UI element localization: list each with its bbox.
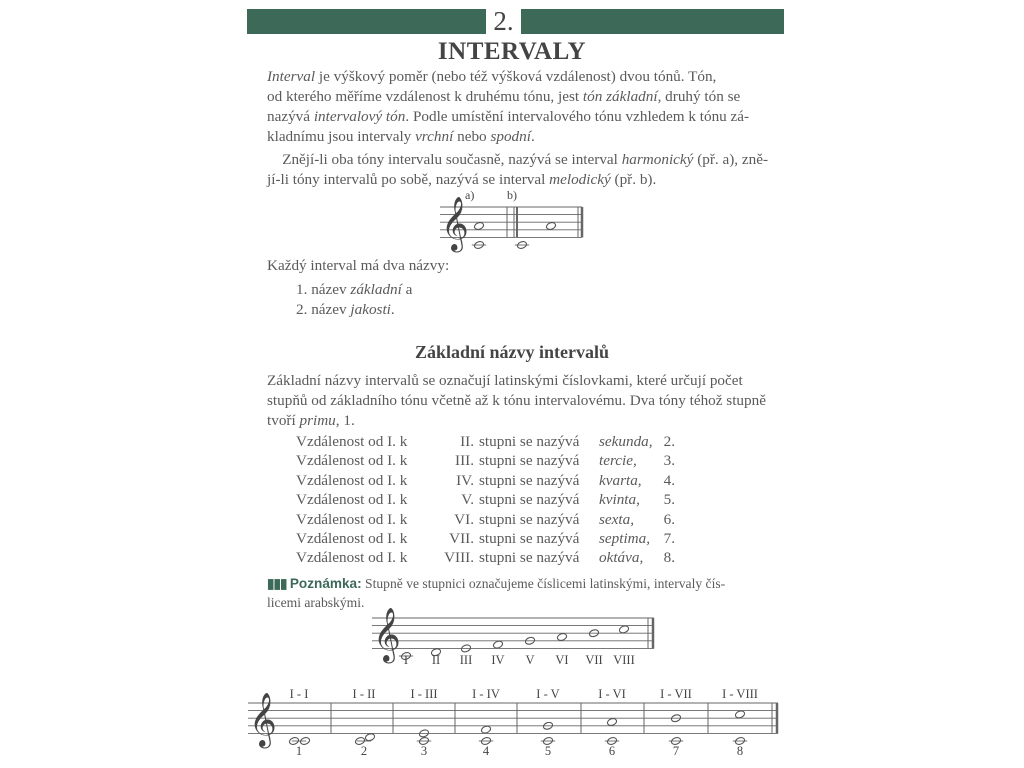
interval-label: I - III <box>410 687 438 701</box>
table-cell-roman: II. <box>460 433 474 450</box>
interval-names-table <box>296 432 675 568</box>
text-line: stupňů od základního tónu včetně až k tónu intervalovému. Dva tóny téhož stupně <box>267 392 766 409</box>
table-cell-prefix: Vzdálenost od I. k <box>296 510 408 528</box>
table-cell-name: sekunda, <box>599 433 653 450</box>
text-line: Znějí-li oba tóny intervalu současně, nazývá se interval harmonický (př. a), zně- <box>267 151 769 168</box>
interval-number: 3 <box>420 744 428 758</box>
table-cell-mid: stupni se nazývá <box>479 471 580 489</box>
interval-number: 1 <box>295 744 303 758</box>
table-cell-num: 2. <box>663 433 675 450</box>
text-line: tvoří primu, 1. <box>267 412 355 429</box>
whole-note <box>734 710 745 719</box>
whole-note <box>556 632 567 641</box>
table-cell-roman: III. <box>455 452 474 470</box>
italic-term: vrchní <box>415 128 454 145</box>
example-harmonic-melodic <box>440 188 582 253</box>
scale-degree-label: I <box>403 653 409 667</box>
table-cell-mid: stupni se nazývá <box>479 452 580 470</box>
table-cell-name: tercie, <box>599 452 637 470</box>
table-cell-prefix: Vzdálenost od I. k <box>296 530 408 548</box>
table-row <box>296 471 675 490</box>
table-cell-mid: stupni se nazývá <box>479 491 580 509</box>
whole-note <box>545 221 556 230</box>
note <box>267 574 775 612</box>
interval-number: 6 <box>608 744 616 758</box>
table-cell-roman: VIII. <box>444 549 474 567</box>
scale-degree-label: IV <box>491 653 505 667</box>
scale-degree-label: II <box>431 653 441 667</box>
table-row <box>296 451 675 470</box>
table-cell-num: 5. <box>663 491 675 509</box>
table-cell-name: kvarta, <box>599 471 642 489</box>
text-line: jí-li tóny intervalů po sobě, nazývá se interval melodický (př. b). <box>267 171 657 188</box>
interval-number: 7 <box>672 744 680 758</box>
interval-number: 8 <box>736 744 744 758</box>
whole-note <box>618 625 629 634</box>
table-cell-roman: VII. <box>449 530 474 548</box>
chapter-number: 2. <box>493 6 514 36</box>
interval-label: I - V <box>536 687 560 701</box>
table-row <box>296 490 675 509</box>
table-cell-prefix: Vzdálenost od I. k <box>296 549 408 567</box>
italic-term: spodní <box>490 128 531 145</box>
text-line: nazývá intervalový tón. Podle umístění intervalového tónu vzhledem k tónu zá- <box>267 108 750 125</box>
example-label-a: a) <box>465 188 475 202</box>
whole-note <box>473 221 484 230</box>
table-cell-name: septima, <box>599 530 651 548</box>
table-cell-num: 4. <box>663 471 675 489</box>
table-cell-num: 6. <box>663 510 675 528</box>
text-line: Interval je výškový poměr (nebo též výšková vzdálenost) dvou tónů. Tón, <box>267 68 717 85</box>
scale-degree-label: VII <box>585 653 603 667</box>
text-line: Základní názvy intervalů se označují latinskými číslovkami, které určují počet <box>267 372 743 389</box>
example-scale-degrees <box>372 607 654 667</box>
interval-number: 5 <box>544 744 552 758</box>
table-cell-mid: stupni se nazývá <box>479 530 580 548</box>
interval-label: I - VIII <box>722 687 758 701</box>
treble-clef-icon: 𝄞 <box>373 608 401 661</box>
table-cell-roman: V. <box>461 491 474 509</box>
table-cell-mid: stupni se nazývá <box>479 433 580 450</box>
whole-note <box>606 717 617 726</box>
treble-clef-icon: 𝄞 <box>441 197 469 250</box>
treble-clef-icon: 𝄞 <box>249 693 277 746</box>
interval-label: I - I <box>289 687 309 701</box>
italic-term: jakosti <box>350 301 391 318</box>
note-text-line: licemi arabskými. <box>267 595 365 610</box>
scale-degree-label: VI <box>555 653 569 667</box>
interval-label: I - VI <box>598 687 626 701</box>
italic-term: tón základní <box>582 88 658 105</box>
italic-term: primu <box>299 412 336 429</box>
italic-term: intervalový tón <box>313 108 406 125</box>
basic-names-paragraph <box>267 371 775 431</box>
italic-term: základní <box>350 281 402 298</box>
example-intervals <box>248 687 778 758</box>
note-marker-icon: ▮▮▮ <box>267 576 287 591</box>
table-row <box>296 529 675 548</box>
table-cell-num: 3. <box>663 452 675 470</box>
names-intro: Každý interval má dva názvy: <box>267 257 450 274</box>
table-row <box>296 548 675 567</box>
list-item <box>296 281 412 299</box>
table-cell-roman: VI. <box>454 510 474 528</box>
table-cell-prefix: Vzdálenost od I. k <box>296 471 408 489</box>
table-cell-prefix: Vzdálenost od I. k <box>296 491 408 509</box>
note-label: Poznámka: <box>289 576 362 591</box>
scale-degree-label: V <box>525 653 535 667</box>
whole-note <box>492 640 503 649</box>
scale-degree-label: VIII <box>613 653 635 667</box>
interval-label: I - II <box>352 687 376 701</box>
table-cell-roman: IV. <box>456 471 474 489</box>
table-cell-num: 7. <box>663 530 675 548</box>
table-cell-name: kvinta, <box>599 491 640 509</box>
section-title: Základní názvy intervalů <box>414 342 610 362</box>
interval-number: 4 <box>482 744 490 758</box>
table-cell-name: sexta, <box>599 510 635 528</box>
example-label-b: b) <box>507 188 517 202</box>
table-cell-name: oktáva, <box>599 549 644 567</box>
italic-term: Interval <box>267 68 316 85</box>
italic-term: melodický <box>549 171 611 188</box>
table-cell-prefix: Vzdálenost od I. k <box>296 433 408 450</box>
table-cell-num: 8. <box>663 549 675 567</box>
text-line: kladnímu jsou intervaly vrchní nebo spodní. <box>267 128 535 145</box>
italic-term: harmonický <box>621 151 694 168</box>
interval-label: I - IV <box>472 687 500 701</box>
text-line: od kterého měříme vzdálenost k druhému tónu, jest tón základní, druhý tón se <box>267 88 741 105</box>
table-cell-prefix: Vzdálenost od I. k <box>296 452 408 470</box>
table-row <box>296 510 675 529</box>
text-line: 2. název jakosti. <box>296 301 395 318</box>
interval-label: I - VII <box>660 687 692 701</box>
table-cell-mid: stupni se nazývá <box>479 549 580 567</box>
whole-note <box>480 725 491 734</box>
note-text-line: Stupně ve stupnici označujeme číslicemi latinskými, intervaly čís- <box>365 576 726 591</box>
interval-number: 2 <box>360 744 368 758</box>
table-cell-mid: stupni se nazývá <box>479 510 580 528</box>
table-row <box>296 432 675 451</box>
whole-note <box>364 733 375 742</box>
scale-degree-label: III <box>459 653 473 667</box>
text-line: 1. název základní a <box>296 281 413 298</box>
list-item <box>296 301 395 319</box>
page-title: INTERVALY <box>437 38 587 65</box>
